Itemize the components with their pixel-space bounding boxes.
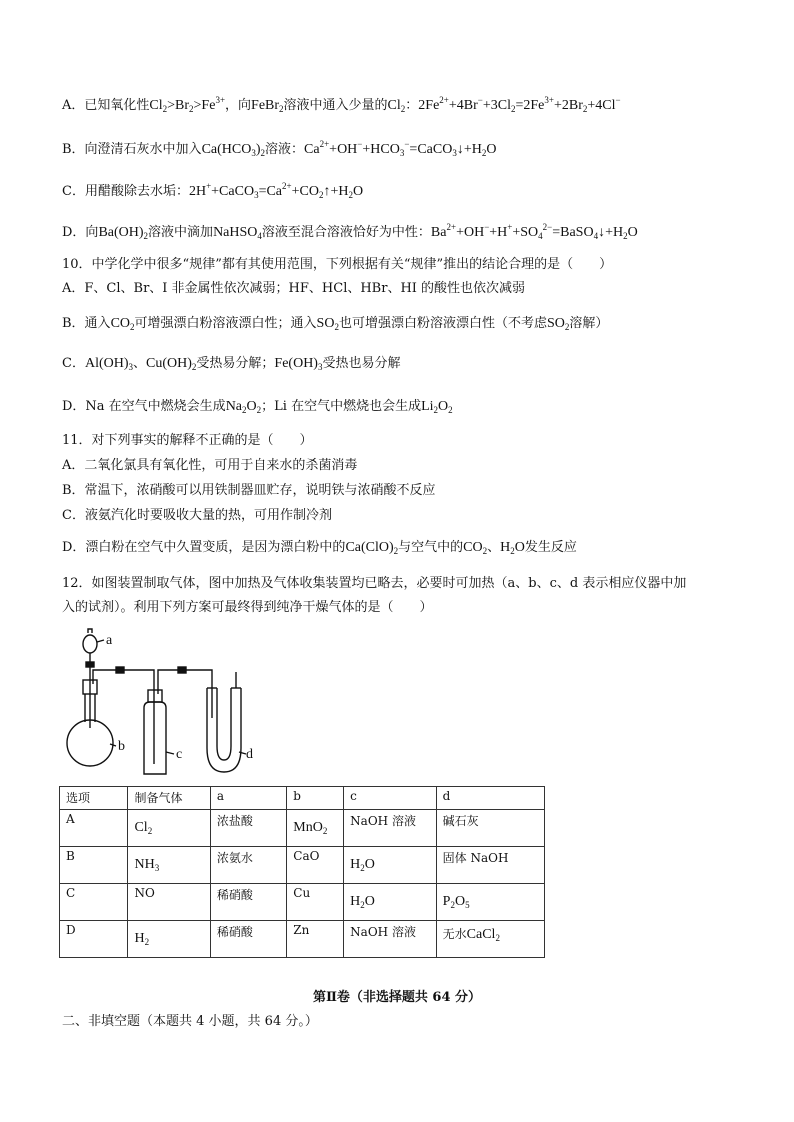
table-cell: NaOH 溶液 [344, 810, 436, 847]
bottle-stopper [148, 690, 162, 702]
q10-option-d: D．Na 在空气中燃烧会生成$Na_2O_2$；Li 在空气中燃烧也会生成$Li_2O_2$ [62, 399, 453, 415]
section-subtitle: 二、非填空题（本题共 4 小题，共 64 分。） [62, 1014, 318, 1029]
table-cell: D [60, 921, 128, 958]
table-cell: CaO [287, 847, 344, 884]
q9-option-b: B．向澄清石灰水中加入$Ca(HCO_3)_2$溶液：$Ca^{2+}+OH^-+HCO_3^-=CaCO_3↓+H_2O$ [62, 139, 497, 158]
table-cell: $H_2$ [128, 921, 210, 958]
table-cell: NaOH 溶液 [344, 921, 436, 958]
q12-stem-line2: 入的试剂）。利用下列方案可最终得到纯净干燥气体的是（ ） [62, 600, 433, 615]
q11-option-c: C．液氨汽化时要吸收大量的热，可用作制冷剂 [62, 508, 332, 523]
table-cell: 稀硝酸 [210, 884, 286, 921]
table-cell: A [60, 810, 128, 847]
q9-option-c: C．用醋酸除去水垢：$2H^++CaCO_3=Ca^{2+}+CO_2↑+H_2O$ [62, 181, 364, 200]
header-cell: 制备气体 [128, 787, 210, 810]
wash-bottle [144, 702, 166, 774]
q11-option-a: A．二氧化氯具有氧化性，可用于自来水的杀菌消毒 [62, 458, 358, 473]
table-cell: 无水CaCl$_2$ [436, 921, 544, 958]
label-a: a [106, 633, 113, 648]
table-cell: 浓氨水 [210, 847, 286, 884]
q9-option-a: A．已知氧化性$Cl_2>Br_2>Fe^{3+}$，向FeBr$_2$溶液中通入少量的$Cl_2$：$2Fe^{2+}+4Br^-+3Cl_2=2Fe^{3+}+2Br_2+4Cl^-$ [62, 95, 621, 114]
label-b: b [118, 739, 125, 754]
header-cell: a [210, 787, 286, 810]
table-row [60, 810, 545, 847]
table-row [60, 921, 545, 958]
gas-apparatus-diagram [66, 628, 256, 778]
q9-option-d: D．向$Ba(OH)_2$溶液中滴加NaHSO$_4$溶液至混合溶液恰好为中性：$Ba^{2+}+OH^-+H^++SO_4^{2-}=BaSO_4↓+H_2O$ [62, 222, 638, 241]
q11-stem: 11．对下列事实的解释不正确的是（ ） [62, 433, 313, 448]
label-c: c [176, 747, 183, 762]
q12-stem-line1: 12．如图装置制取气体，图中加热及气体收集装置均已略去，必要时可加热（a、b、c、d 表示相应仪器中加 [62, 576, 687, 591]
q10-option-c: C．$Al(OH)_3$、$Cu(OH)_2$受热易分解；$Fe(OH)_3$受热也易分解 [62, 356, 401, 372]
table-cell: 碱石灰 [436, 810, 544, 847]
table-cell: $H_2O$ [344, 884, 436, 921]
q10-stem: 10．中学化学中很多“规律”都有其使用范围，下列根据有关“规律”推出的结论合理的是（ ） [62, 257, 613, 272]
table-cell: NO [128, 884, 210, 921]
table-cell: Cu [287, 884, 344, 921]
table-cell: Zn [287, 921, 344, 958]
table-cell: $P_2O_5$ [436, 884, 544, 921]
table-cell: $Cl_2$ [128, 810, 210, 847]
table-cell: 浓盐酸 [210, 810, 286, 847]
q11-option-d: D．漂白粉在空气中久置变质，是因为漂白粉中的$Ca(ClO)_2$与空气中的$CO_2$、$H_2O$发生反应 [62, 540, 577, 556]
table-cell: B [60, 847, 128, 884]
q10-option-b: B．通入$CO_2$可增强漂白粉溶液漂白性；通入$SO_2$也可增强漂白粉溶液漂白性（不考虑$SO_2$溶解） [62, 316, 609, 332]
header-cell: d [436, 787, 544, 810]
header-cell: b [287, 787, 344, 810]
header-cell: 选项 [60, 787, 128, 810]
table-header-row [60, 787, 545, 810]
header-cell: c [344, 787, 436, 810]
label-d: d [246, 747, 253, 762]
options-table [59, 786, 545, 958]
table-cell: C [60, 884, 128, 921]
table-cell: $NH_3$ [128, 847, 210, 884]
separatory-funnel [83, 635, 97, 653]
table-row [60, 847, 545, 884]
table-cell: MnO$_2$ [287, 810, 344, 847]
table-row [60, 884, 545, 921]
q10-option-a: A．F、Cl、Br、I 非金属性依次减弱；HF、HCl、HBr、HI 的酸性也依次减弱 [62, 281, 526, 296]
q11-option-b: B．常温下，浓硝酸可以用铁制器皿贮存，说明铁与浓硝酸不反应 [62, 483, 436, 498]
table-cell: 固体 NaOH [436, 847, 544, 884]
table-cell: $H_2O$ [344, 847, 436, 884]
section-title: 第Ⅱ卷（非选择题共 64 分） [312, 990, 482, 1005]
table-cell: 稀硝酸 [210, 921, 286, 958]
